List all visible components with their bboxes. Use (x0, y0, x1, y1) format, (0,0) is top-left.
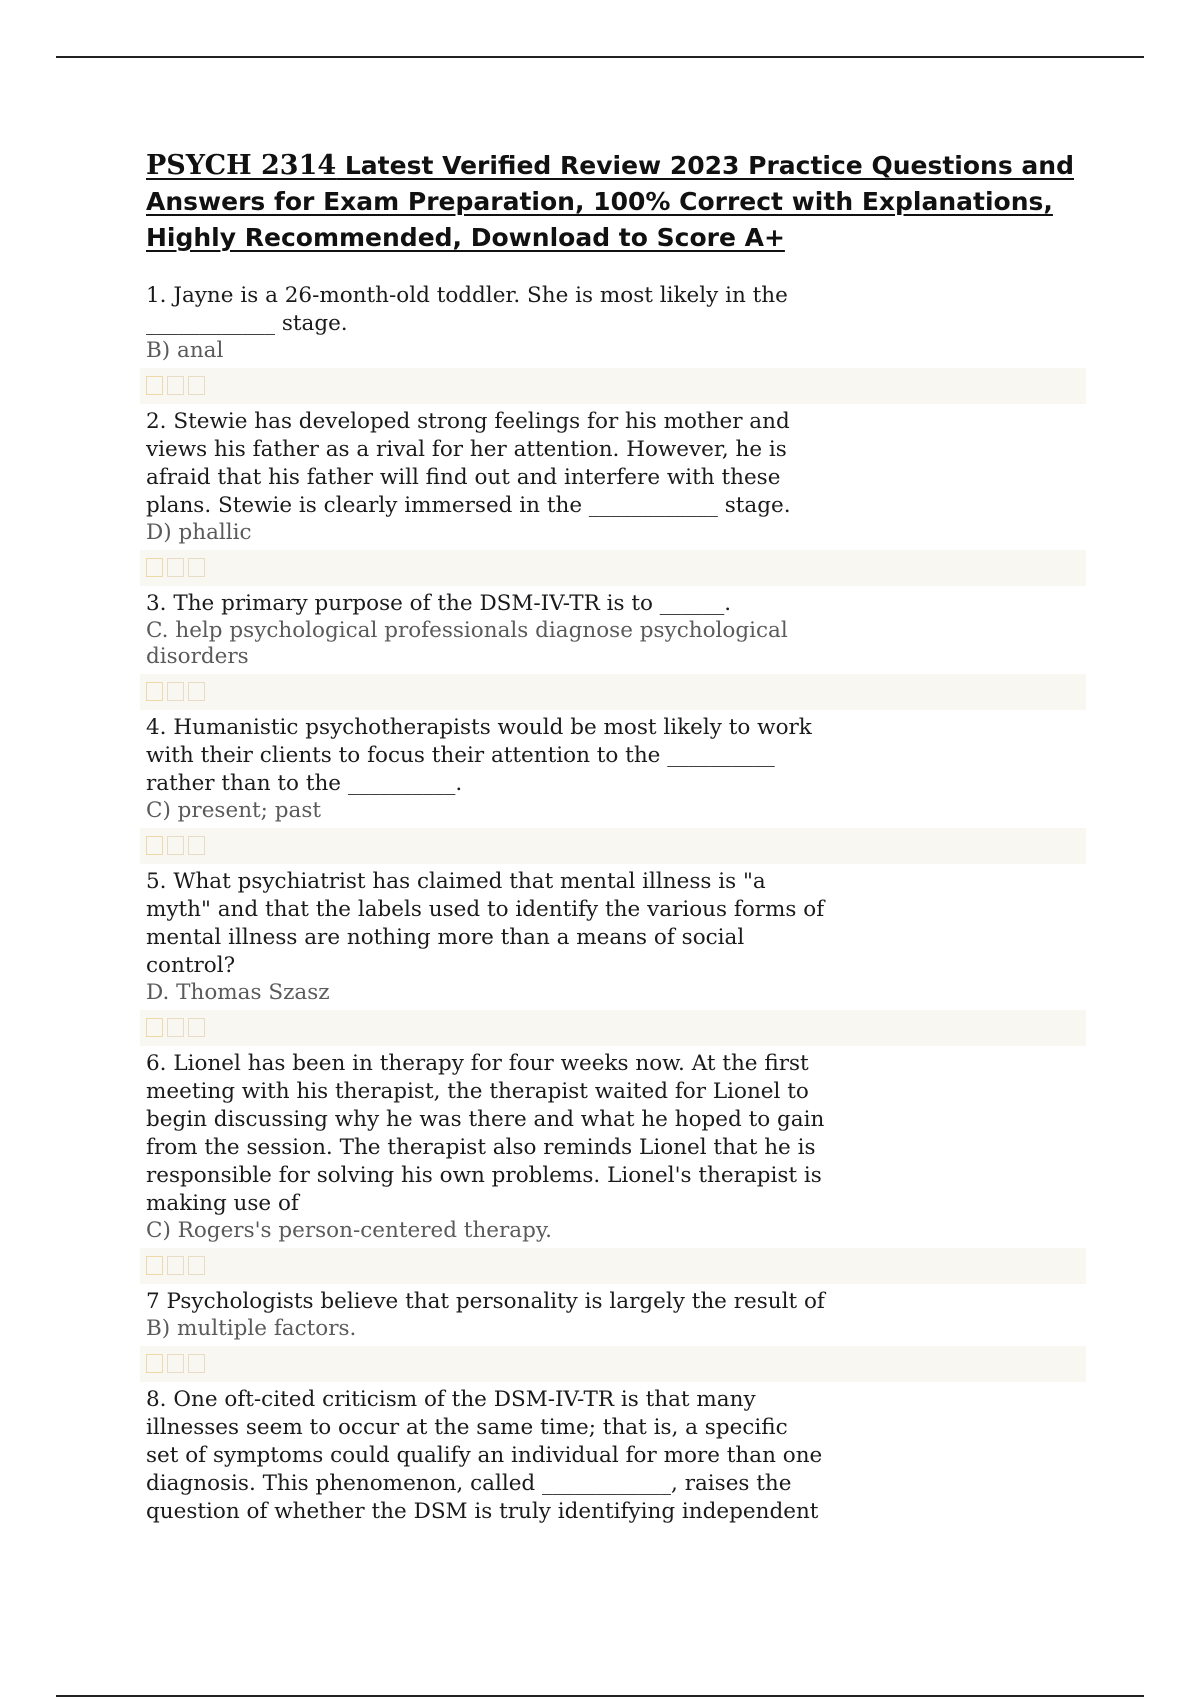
checkbox-group (146, 836, 205, 855)
checkbox-group (146, 558, 205, 577)
question-text: 1. Jayne is a 26-month-old toddler. She is most likely in the ____________ stage. (146, 283, 795, 336)
question-text: 5. What psychiatrist has claimed that mental illness is "a myth" and that the labels used to identify the various forms of mental illness are nothing more than a means of social control? (146, 869, 832, 978)
document-body (146, 148, 1096, 1526)
checkbox-icon (167, 1018, 184, 1037)
top-rule (56, 56, 1144, 58)
question-item (146, 1288, 1096, 1342)
title-description: Latest Verified Review 2023 Practice Questions and Answers for Exam Preparation, 100% Correct with Explanations, Highly Recommended, Download to Score A+ (146, 151, 1074, 252)
question-item (146, 714, 1096, 824)
checkbox-icon (188, 558, 205, 577)
checkbox-icon (167, 836, 184, 855)
checkbox-group (146, 1354, 205, 1373)
answer-separator (140, 674, 1086, 710)
checkbox-icon (146, 682, 163, 701)
answer-text: D. Thomas Szasz (146, 980, 330, 1005)
question-text: 8. One oft-cited criticism of the DSM-IV-TR is that many illnesses seem to occur at the same time; that is, a specific set of symptoms could qualify an individual for more than one diagnosis. This phenomenon, called ____________, raises the question of whether the DSM is truly identifying independent (146, 1387, 830, 1524)
checkbox-icon (188, 1018, 205, 1037)
checkbox-icon (188, 1256, 205, 1275)
checkbox-icon (167, 376, 184, 395)
title-text (146, 151, 1074, 252)
answer-text: B) anal (146, 338, 224, 363)
answer-text: C. help psychological professionals diagnose psychological disorders (146, 618, 788, 669)
checkbox-icon (146, 558, 163, 577)
question-item (146, 868, 1096, 1006)
checkbox-icon (146, 376, 163, 395)
checkbox-group (146, 376, 205, 395)
question-text: 4. Humanistic psychotherapists would be most likely to work with their clients to focus their attention to the __________ rather than to the __________. (146, 715, 819, 796)
question-item (146, 408, 1096, 546)
question-text: 3. The primary purpose of the DSM-IV-TR is to ______. (146, 591, 732, 616)
checkbox-icon (188, 1354, 205, 1373)
checkbox-icon (146, 1354, 163, 1373)
checkbox-icon (188, 376, 205, 395)
question-item (146, 1386, 1096, 1526)
checkbox-icon (188, 836, 205, 855)
answer-text: C) present; past (146, 798, 322, 823)
answer-separator (140, 1346, 1086, 1382)
checkbox-icon (167, 1256, 184, 1275)
question-item (146, 590, 1096, 670)
answer-separator (140, 828, 1086, 864)
answer-text: B) multiple factors. (146, 1316, 357, 1341)
checkbox-group (146, 1018, 205, 1037)
question-item (146, 1050, 1096, 1244)
answer-separator (140, 1248, 1086, 1284)
question-text: 6. Lionel has been in therapy for four weeks now. At the first meeting with his therapist, the therapist waited for Lionel to begin discussing why he was there and what he hoped to gain from the session. The therapist also reminds Lionel that he is responsible for solving his own problems. Lionel's therapist is making use of (146, 1051, 832, 1216)
answer-separator (140, 1010, 1086, 1046)
checkbox-icon (167, 558, 184, 577)
question-item (146, 282, 1096, 364)
answer-text: C) Rogers's person-centered therapy. (146, 1218, 553, 1243)
checkbox-icon (167, 682, 184, 701)
bottom-rule (56, 1695, 1144, 1697)
answer-separator (140, 368, 1086, 404)
question-text: 2. Stewie has developed strong feelings for his mother and views his father as a rival for her attention. However, he is afraid that his father will find out and interfere with these plans. Stewie is clearly immersed in the ____________ stage. (146, 409, 797, 518)
checkbox-icon (146, 1018, 163, 1037)
checkbox-icon (146, 1256, 163, 1275)
question-list (146, 282, 1096, 1526)
checkbox-group (146, 1256, 205, 1275)
checkbox-icon (188, 682, 205, 701)
checkbox-icon (167, 1354, 184, 1373)
answer-text: D) phallic (146, 520, 252, 545)
title-course-code: PSYCH 2314 (146, 150, 337, 181)
checkbox-icon (146, 836, 163, 855)
document-title (146, 148, 1096, 256)
checkbox-group (146, 682, 205, 701)
answer-separator (140, 550, 1086, 586)
question-text: 7 Psychologists believe that personality is largely the result of (146, 1289, 825, 1314)
